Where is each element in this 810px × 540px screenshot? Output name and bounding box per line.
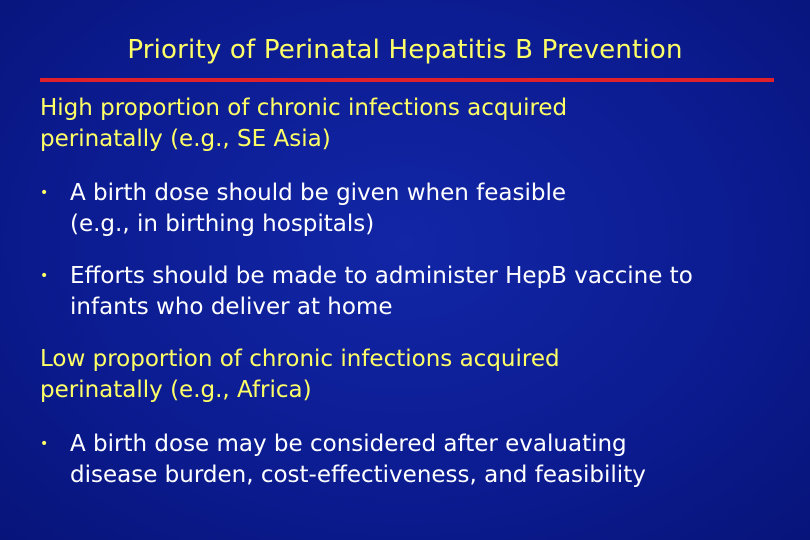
bullet-item-consider-dose [40,429,800,491]
section-heading-low [40,344,780,406]
bullet-icon: • [40,185,49,201]
heading-line: perinatally (e.g., Africa) [40,377,312,403]
bullet-item-birth-dose [40,178,800,240]
bullet-line: A birth dose may be considered after evaluating [70,431,627,457]
heading-line: High proportion of chronic infections acquired [40,95,568,121]
bullet-line: Efforts should be made to administer HepB vaccine to [70,263,693,289]
bullet-line: (e.g., in birthing hospitals) [70,211,375,237]
bullet-line: disease burden, cost-effectiveness, and feasibility [70,462,646,488]
slide-title: Priority of Perinatal Hepatitis B Prevention [127,35,683,65]
section-heading-high [40,93,780,155]
bullet-item-home-delivery [40,261,800,323]
heading-line: perinatally (e.g., SE Asia) [40,126,331,152]
bullet-icon: • [40,268,49,284]
bullet-icon: • [40,436,49,452]
heading-line: Low proportion of chronic infections acquired [40,346,560,372]
bullet-line: A birth dose should be given when feasible [70,180,567,206]
title-underline [40,78,774,82]
bullet-line: infants who deliver at home [70,294,393,320]
